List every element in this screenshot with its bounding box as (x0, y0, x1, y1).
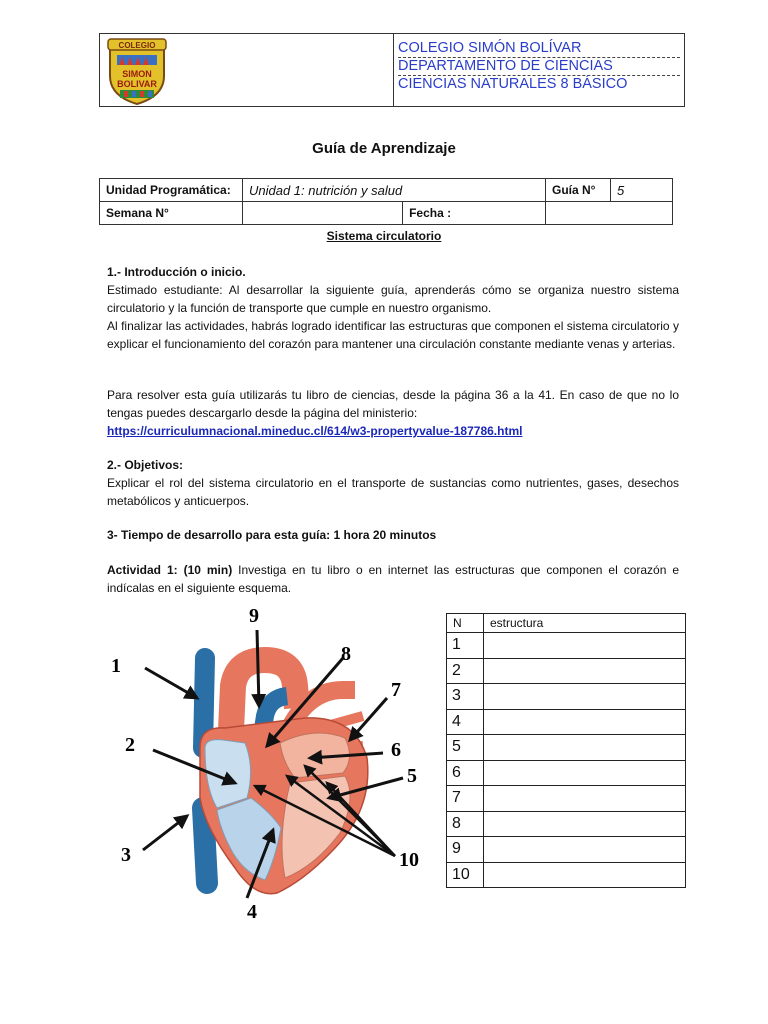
school-crest-logo (102, 36, 172, 106)
label-6: 6 (391, 739, 401, 761)
page-title: Guía de Aprendizaje (312, 140, 456, 157)
intro-heading: 1.- Introducción o inicio. (107, 265, 246, 279)
row-number: 3 (447, 684, 484, 710)
structure-table (446, 613, 686, 888)
tiempo-text: 3- Tiempo de desarrollo para esta guía: 1 hora 20 minutos (107, 528, 437, 542)
fecha-label: Fecha : (403, 202, 546, 225)
row-number: 7 (447, 786, 484, 812)
arrow-9 (257, 630, 259, 706)
tiempo-section (107, 526, 679, 544)
row-number: 5 (447, 735, 484, 761)
header-n: N (447, 614, 484, 633)
semana-value[interactable] (243, 202, 403, 225)
table-row (447, 633, 686, 659)
row-number: 10 (447, 862, 484, 888)
logo-text-name2: BOLIVAR (117, 79, 157, 89)
intro-paragraph-3: Para resolver esta guía utilizarás tu libro de ciencias, desde la página 36 a la 41. En caso de que no lo tengas puedes descargarlo desde la página del ministerio: (107, 388, 679, 420)
header-box (99, 33, 685, 107)
table-row (447, 837, 686, 863)
school-lines (398, 40, 680, 93)
row-answer[interactable] (484, 684, 686, 710)
section-subtitle (0, 229, 768, 243)
table-row (447, 735, 686, 761)
row-number: 2 (447, 658, 484, 684)
row-answer[interactable] (484, 658, 686, 684)
intro-paragraph-2: Al finalizar las actividades, habrás logrado identificar las estructuras que componen el sistema circulatorio y explicar el funcionamiento del corazón para mantener una circulación constante mediante venas y arterias. (107, 319, 679, 351)
label-2: 2 (125, 734, 135, 756)
heart-diagram (105, 598, 435, 928)
logo-text-top: COLEGIO (118, 41, 156, 50)
objetivos-section (107, 456, 679, 510)
table-row (447, 684, 686, 710)
logo-text-name1: SIMON (122, 69, 152, 79)
table-row (447, 786, 686, 812)
objetivos-heading: 2.- Objetivos: (107, 458, 184, 472)
row-number: 1 (447, 633, 484, 659)
ministerio-link[interactable]: https://curriculumnacional.mineduc.cl/614/w3-propertyvalue-187786.html (107, 424, 523, 438)
arrow-1 (145, 668, 197, 698)
row-answer[interactable] (484, 735, 686, 761)
school-name: COLEGIO SIMÓN BOLÍVAR (398, 40, 680, 58)
guia-value: 5 (611, 179, 673, 202)
row-answer[interactable] (484, 862, 686, 888)
label-7: 7 (391, 679, 401, 701)
table-row (447, 709, 686, 735)
table-row (447, 862, 686, 888)
unidad-label: Unidad Programática: (100, 179, 243, 202)
label-1: 1 (111, 655, 121, 677)
table-row (447, 658, 686, 684)
actividad-text: Investiga en tu libro o en internet las estructuras que componen el corazón e indícalas en el siguiente esquema. (107, 563, 680, 595)
row-answer[interactable] (484, 633, 686, 659)
fecha-value[interactable] (546, 202, 673, 225)
label-10: 10 (399, 849, 419, 871)
table-row (447, 811, 686, 837)
label-3: 3 (121, 844, 131, 866)
row-answer[interactable] (484, 811, 686, 837)
row-answer[interactable] (484, 760, 686, 786)
arrow-3 (143, 816, 187, 850)
label-9: 9 (249, 605, 259, 627)
objetivos-text: Explicar el rol del sistema circulatorio en el transporte de sustancias como nutrientes, gases, desechos metabólicos y anticuerpos. (107, 476, 679, 508)
intro-paragraph-1: Estimado estudiante: Al desarrollar la siguiente guía, aprenderás cómo se organiza nuestro sistema circulatorio y la función de transporte que cumple en nuestro organismo. (107, 283, 679, 315)
row-number: 6 (447, 760, 484, 786)
resources-section (107, 386, 679, 440)
label-5: 5 (407, 765, 417, 787)
header-estructura: estructura (484, 614, 686, 633)
actividad-label: Actividad 1: (10 min) (107, 563, 233, 577)
department-name: DEPARTAMENTO DE CIENCIAS (398, 58, 680, 76)
subtitle-text: Sistema circulatorio (326, 229, 442, 243)
header-logo-cell (100, 34, 394, 106)
actividad-section (107, 561, 679, 597)
row-number: 4 (447, 709, 484, 735)
guia-label: Guía N° (546, 179, 611, 202)
row-answer[interactable] (484, 786, 686, 812)
intro-section (107, 263, 679, 353)
info-table (99, 178, 673, 225)
label-8: 8 (341, 643, 351, 665)
row-answer[interactable] (484, 837, 686, 863)
row-answer[interactable] (484, 709, 686, 735)
table-row (447, 760, 686, 786)
semana-label: Semana N° (100, 202, 243, 225)
course-name: CIENCIAS NATURALES 8 BÁSICO (398, 76, 628, 92)
row-number: 8 (447, 811, 484, 837)
row-number: 9 (447, 837, 484, 863)
label-4: 4 (247, 901, 257, 923)
unidad-value: Unidad 1: nutrición y salud (243, 179, 546, 202)
